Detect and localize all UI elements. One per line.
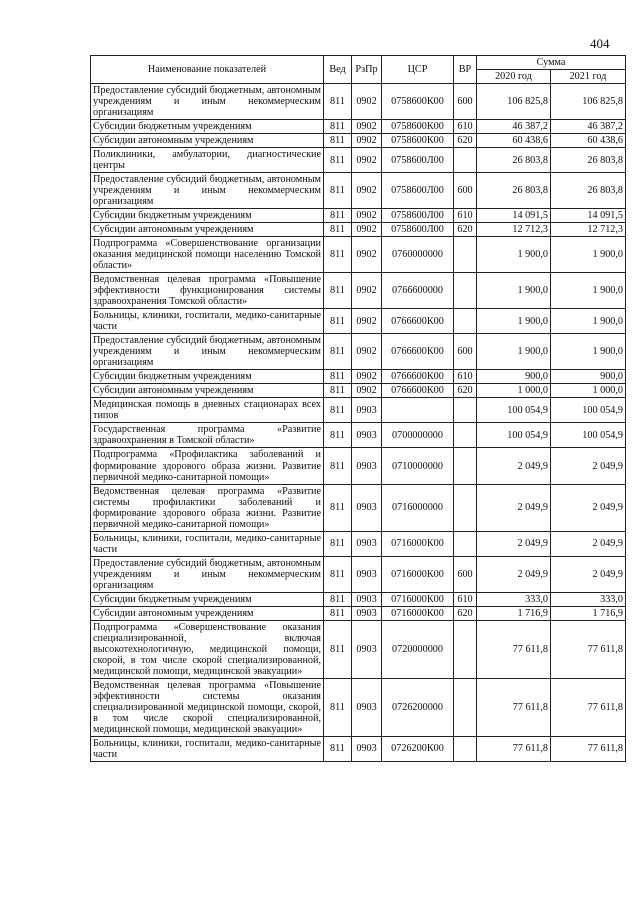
cell-name: Подпрограмма «Совершенствование организации оказания медицинской помощи населению Томской области» [91, 237, 324, 273]
cell-amount-2020: 77 611,8 [477, 620, 551, 678]
cell-ved: 811 [324, 384, 352, 398]
table-row [91, 423, 626, 448]
cell-csr: 0758600К00 [382, 120, 454, 134]
table-body [91, 84, 626, 762]
header-sum: Сумма [477, 56, 626, 70]
cell-vr: 620 [454, 223, 477, 237]
cell-amount-2020: 1 900,0 [477, 273, 551, 309]
cell-vr: 620 [454, 384, 477, 398]
cell-name: Предоставление субсидий бюджетным, автономным учреждениям и иным некоммерческим организациям [91, 556, 324, 592]
cell-rzpr: 0902 [352, 309, 382, 334]
cell-ved: 811 [324, 736, 352, 761]
cell-amount-2020: 14 091,5 [477, 209, 551, 223]
header-rzpr: РзПр [352, 56, 382, 84]
cell-csr: 0716000К00 [382, 556, 454, 592]
cell-vr: 600 [454, 556, 477, 592]
cell-name: Ведомственная целевая программа «Повышение эффективности системы оказания специализированной медицинской помощи, скорой, в том числе скорой специализированной, медицинской помощи, медицинской эвакуации» [91, 678, 324, 736]
cell-vr: 610 [454, 592, 477, 606]
cell-csr: 0720000000 [382, 620, 454, 678]
cell-amount-2021: 2 049,9 [551, 448, 626, 484]
table-row [91, 398, 626, 423]
cell-amount-2020: 1 900,0 [477, 334, 551, 370]
cell-amount-2020: 26 803,8 [477, 148, 551, 173]
table-header [91, 56, 626, 84]
cell-amount-2020: 60 438,6 [477, 134, 551, 148]
cell-rzpr: 0903 [352, 678, 382, 736]
table-row [91, 448, 626, 484]
cell-amount-2021: 100 054,9 [551, 398, 626, 423]
table-row [91, 309, 626, 334]
cell-amount-2020: 100 054,9 [477, 398, 551, 423]
cell-name: Больницы, клиники, госпитали, медико-санитарные части [91, 736, 324, 761]
table-row [91, 678, 626, 736]
cell-name: Предоставление субсидий бюджетным, автономным учреждениям и иным некоммерческим организациям [91, 84, 324, 120]
cell-rzpr: 0903 [352, 736, 382, 761]
table-row [91, 484, 626, 531]
cell-ved: 811 [324, 134, 352, 148]
table-row [91, 273, 626, 309]
cell-name: Больницы, клиники, госпитали, медико-санитарные части [91, 309, 324, 334]
cell-vr: 620 [454, 134, 477, 148]
cell-vr [454, 423, 477, 448]
cell-rzpr: 0902 [352, 120, 382, 134]
cell-vr [454, 148, 477, 173]
cell-name: Предоставление субсидий бюджетным, автономным учреждениям и иным некоммерческим организациям [91, 173, 324, 209]
table-row [91, 209, 626, 223]
cell-csr: 0700000000 [382, 423, 454, 448]
table-row [91, 237, 626, 273]
cell-csr: 0710000000 [382, 448, 454, 484]
cell-csr: 0766600К00 [382, 334, 454, 370]
table-row [91, 592, 626, 606]
cell-ved: 811 [324, 84, 352, 120]
cell-amount-2021: 1 716,9 [551, 606, 626, 620]
cell-name: Субсидии бюджетным учреждениям [91, 592, 324, 606]
cell-ved: 811 [324, 173, 352, 209]
cell-rzpr: 0903 [352, 398, 382, 423]
table-row [91, 120, 626, 134]
table-row [91, 223, 626, 237]
cell-csr: 0716000К00 [382, 531, 454, 556]
cell-amount-2020: 77 611,8 [477, 736, 551, 761]
cell-csr: 0716000К00 [382, 606, 454, 620]
cell-amount-2020: 900,0 [477, 370, 551, 384]
cell-amount-2021: 2 049,9 [551, 531, 626, 556]
cell-amount-2021: 2 049,9 [551, 556, 626, 592]
cell-name: Больницы, клиники, госпитали, медико-санитарные части [91, 531, 324, 556]
cell-vr [454, 620, 477, 678]
cell-ved: 811 [324, 309, 352, 334]
cell-ved: 811 [324, 484, 352, 531]
cell-name: Субсидии бюджетным учреждениям [91, 209, 324, 223]
page-number: 404 [590, 36, 610, 51]
cell-name: Поликлиники, амбулатории, диагностические центры [91, 148, 324, 173]
cell-amount-2020: 333,0 [477, 592, 551, 606]
cell-amount-2020: 1 716,9 [477, 606, 551, 620]
cell-vr [454, 678, 477, 736]
cell-amount-2021: 1 900,0 [551, 309, 626, 334]
cell-amount-2021: 1 900,0 [551, 334, 626, 370]
cell-amount-2021: 106 825,8 [551, 84, 626, 120]
cell-csr: 0758600К00 [382, 134, 454, 148]
cell-csr: 0766600000 [382, 273, 454, 309]
cell-amount-2021: 77 611,8 [551, 678, 626, 736]
cell-ved: 811 [324, 223, 352, 237]
cell-csr: 0766600К00 [382, 309, 454, 334]
cell-amount-2020: 2 049,9 [477, 484, 551, 531]
cell-amount-2021: 2 049,9 [551, 484, 626, 531]
cell-rzpr: 0903 [352, 484, 382, 531]
cell-name: Субсидии автономным учреждениям [91, 384, 324, 398]
cell-vr [454, 398, 477, 423]
cell-vr: 620 [454, 606, 477, 620]
cell-ved: 811 [324, 370, 352, 384]
cell-vr: 600 [454, 173, 477, 209]
table-row [91, 531, 626, 556]
cell-amount-2021: 46 387,2 [551, 120, 626, 134]
cell-rzpr: 0903 [352, 620, 382, 678]
header-name: Наименование показателей [91, 56, 324, 84]
cell-amount-2021: 14 091,5 [551, 209, 626, 223]
table-row [91, 148, 626, 173]
cell-ved: 811 [324, 334, 352, 370]
cell-rzpr: 0902 [352, 334, 382, 370]
cell-rzpr: 0903 [352, 606, 382, 620]
cell-rzpr: 0902 [352, 209, 382, 223]
cell-csr: 0766600К00 [382, 370, 454, 384]
cell-vr [454, 237, 477, 273]
table-row [91, 334, 626, 370]
cell-ved: 811 [324, 398, 352, 423]
cell-rzpr: 0902 [352, 384, 382, 398]
cell-rzpr: 0902 [352, 223, 382, 237]
budget-table [90, 55, 626, 762]
cell-rzpr: 0902 [352, 84, 382, 120]
cell-amount-2021: 60 438,6 [551, 134, 626, 148]
cell-amount-2020: 2 049,9 [477, 556, 551, 592]
cell-rzpr: 0903 [352, 531, 382, 556]
cell-name: Субсидии автономным учреждениям [91, 134, 324, 148]
cell-csr: 0758600К00 [382, 84, 454, 120]
cell-amount-2021: 900,0 [551, 370, 626, 384]
cell-csr: 0726200К00 [382, 736, 454, 761]
cell-name: Подпрограмма «Профилактика заболеваний и формирование здорового образа жизни. Развитие первичной медико-санитарной помощи» [91, 448, 324, 484]
cell-rzpr: 0902 [352, 237, 382, 273]
cell-name: Субсидии бюджетным учреждениям [91, 370, 324, 384]
cell-ved: 811 [324, 209, 352, 223]
cell-vr [454, 531, 477, 556]
cell-amount-2020: 100 054,9 [477, 423, 551, 448]
cell-csr: 0726200000 [382, 678, 454, 736]
cell-name: Подпрограмма «Совершенствование оказания специализированной, включая высокотехнологичную, медицинской помощи, скорой, в том числе скорой специализированной, медицинской помощи, медицинской эвакуации» [91, 620, 324, 678]
cell-amount-2020: 1 000,0 [477, 384, 551, 398]
header-vr: ВР [454, 56, 477, 84]
table-row [91, 620, 626, 678]
cell-amount-2021: 26 803,8 [551, 148, 626, 173]
cell-name: Ведомственная целевая программа «Развитие системы профилактики заболеваний и формирование здорового образа жизни. Развитие первичной медико-санитарной помощи» [91, 484, 324, 531]
cell-amount-2021: 1 900,0 [551, 273, 626, 309]
cell-name: Субсидии автономным учреждениям [91, 606, 324, 620]
cell-rzpr: 0902 [352, 273, 382, 309]
cell-rzpr: 0902 [352, 173, 382, 209]
table-row [91, 736, 626, 761]
cell-ved: 811 [324, 620, 352, 678]
cell-csr [382, 398, 454, 423]
cell-ved: 811 [324, 592, 352, 606]
cell-name: Государственная программа «Развитие здравоохранения в Томской области» [91, 423, 324, 448]
cell-vr: 610 [454, 209, 477, 223]
table-row [91, 606, 626, 620]
cell-amount-2021: 77 611,8 [551, 736, 626, 761]
table-row [91, 84, 626, 120]
cell-amount-2021: 26 803,8 [551, 173, 626, 209]
header-csr: ЦСР [382, 56, 454, 84]
cell-rzpr: 0903 [352, 556, 382, 592]
cell-rzpr: 0903 [352, 592, 382, 606]
cell-rzpr: 0902 [352, 370, 382, 384]
cell-vr [454, 484, 477, 531]
header-year-2021: 2021 год [551, 70, 626, 84]
cell-csr: 0758600Л00 [382, 173, 454, 209]
cell-rzpr: 0902 [352, 134, 382, 148]
cell-vr [454, 736, 477, 761]
cell-amount-2020: 46 387,2 [477, 120, 551, 134]
cell-amount-2021: 12 712,3 [551, 223, 626, 237]
cell-ved: 811 [324, 148, 352, 173]
cell-csr: 0716000000 [382, 484, 454, 531]
cell-name: Субсидии бюджетным учреждениям [91, 120, 324, 134]
cell-ved: 811 [324, 556, 352, 592]
cell-vr: 610 [454, 120, 477, 134]
cell-ved: 811 [324, 120, 352, 134]
cell-vr [454, 448, 477, 484]
cell-amount-2021: 333,0 [551, 592, 626, 606]
cell-vr: 600 [454, 84, 477, 120]
cell-amount-2020: 26 803,8 [477, 173, 551, 209]
cell-amount-2020: 1 900,0 [477, 309, 551, 334]
cell-amount-2020: 12 712,3 [477, 223, 551, 237]
table-row [91, 370, 626, 384]
cell-amount-2020: 77 611,8 [477, 678, 551, 736]
header-ved: Вед [324, 56, 352, 84]
cell-csr: 0716000К00 [382, 592, 454, 606]
cell-name: Субсидии автономным учреждениям [91, 223, 324, 237]
cell-vr [454, 273, 477, 309]
cell-amount-2020: 106 825,8 [477, 84, 551, 120]
cell-amount-2020: 2 049,9 [477, 448, 551, 484]
cell-vr [454, 309, 477, 334]
table-row [91, 134, 626, 148]
cell-ved: 811 [324, 237, 352, 273]
cell-csr: 0766600К00 [382, 384, 454, 398]
cell-amount-2020: 2 049,9 [477, 531, 551, 556]
cell-ved: 811 [324, 606, 352, 620]
cell-amount-2021: 1 900,0 [551, 237, 626, 273]
table-row [91, 173, 626, 209]
cell-amount-2020: 1 900,0 [477, 237, 551, 273]
cell-amount-2021: 77 611,8 [551, 620, 626, 678]
cell-name: Предоставление субсидий бюджетным, автономным учреждениям и иным некоммерческим организациям [91, 334, 324, 370]
cell-name: Ведомственная целевая программа «Повышение эффективности функционирования системы здравоохранения Томской области» [91, 273, 324, 309]
cell-amount-2021: 100 054,9 [551, 423, 626, 448]
cell-ved: 811 [324, 678, 352, 736]
cell-vr: 610 [454, 370, 477, 384]
cell-csr: 0758600Л00 [382, 209, 454, 223]
cell-amount-2021: 1 000,0 [551, 384, 626, 398]
cell-name: Медицинская помощь в дневных стационарах всех типов [91, 398, 324, 423]
cell-csr: 0758600Л00 [382, 148, 454, 173]
cell-csr: 0758600Л00 [382, 223, 454, 237]
header-year-2020: 2020 год [477, 70, 551, 84]
cell-rzpr: 0902 [352, 148, 382, 173]
cell-ved: 811 [324, 423, 352, 448]
cell-rzpr: 0903 [352, 423, 382, 448]
table-row [91, 384, 626, 398]
cell-csr: 0760000000 [382, 237, 454, 273]
cell-ved: 811 [324, 273, 352, 309]
table-row [91, 556, 626, 592]
cell-ved: 811 [324, 531, 352, 556]
cell-vr: 600 [454, 334, 477, 370]
cell-ved: 811 [324, 448, 352, 484]
cell-rzpr: 0903 [352, 448, 382, 484]
